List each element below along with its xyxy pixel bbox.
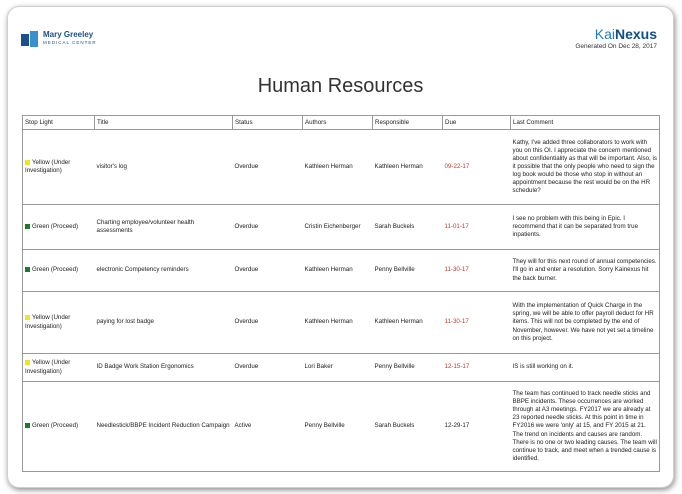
page-title: Human Resources <box>257 75 424 97</box>
generated-date: Generated On Dec 28, 2017 <box>575 43 657 50</box>
last-comment-cell <box>511 292 660 354</box>
stop-light-text: Yellow (Under Investigation) <box>25 359 71 375</box>
authors-cell <box>303 354 373 382</box>
due-text: 11-01-17 <box>444 222 469 230</box>
title-cell <box>95 250 233 292</box>
responsible-text: Sarah Buckels <box>374 222 415 230</box>
status-text: Overdue <box>234 162 259 170</box>
responsible-text: Penny Bellville <box>374 363 415 371</box>
column-header: Title <box>95 116 233 130</box>
responsible-text: Sarah Buckels <box>374 422 415 430</box>
table-row[interactable] <box>23 382 660 472</box>
title-cell <box>95 292 233 354</box>
due-text: 11-30-17 <box>444 266 469 274</box>
responsible-text: Penny Bellville <box>374 266 415 274</box>
status-cell <box>233 382 303 472</box>
stop-light-text: Green (Proceed) <box>32 422 79 430</box>
green-light-icon <box>25 224 30 229</box>
last-comment-text: IS is still working on it. <box>512 363 574 371</box>
responsible-cell <box>373 292 443 354</box>
status-cell <box>233 250 303 292</box>
last-comment-text: They will for this next round of annual competencies. I'll go in and enter a resolution. Sorry Kainexus hit the back burner. <box>512 258 657 282</box>
authors-text: Kathleen Herman <box>304 318 353 326</box>
authors-cell <box>303 382 373 472</box>
column-header: Responsible <box>373 116 443 130</box>
last-comment-text: Kathy, I've added three collaborators to work with you on this OI. I appreciate the concern mentioned about confidentiality as that will be important. Also, is it possible that the only people who need to sign the log book would be those who stop in without an appointment because the rest would be on the HR schedule? <box>512 138 657 195</box>
authors-text: Kathleen Herman <box>304 266 353 274</box>
last-comment-text: With the implementation of Quick Charge in the spring, we will be able to offer payroll deduct for HR items. This will not be completed by the end of November, however. We have not yet set a timeline on this project. <box>512 302 654 342</box>
due-cell <box>443 292 511 354</box>
due-text: 12-29-17 <box>444 422 470 430</box>
authors-text: Kathleen Herman <box>304 162 353 170</box>
stop-light-cell <box>23 250 95 292</box>
hospital-logo-icon <box>21 31 39 49</box>
yellow-light-icon <box>25 360 30 365</box>
responsible-text: Kathleen Herman <box>374 318 423 326</box>
status-cell <box>233 354 303 382</box>
table-row[interactable] <box>23 130 660 205</box>
title-cell <box>95 382 233 472</box>
stop-light-cell <box>23 382 95 472</box>
title-text: Needlestick/BBPE Incident Reduction Campaign <box>96 422 230 430</box>
status-text: Overdue <box>234 222 259 230</box>
table-row[interactable] <box>23 292 660 354</box>
table-header-row <box>23 116 660 130</box>
title-cell <box>95 205 233 250</box>
authors-cell <box>303 292 373 354</box>
stop-light-text: Yellow (Under Investigation) <box>25 314 71 330</box>
last-comment-cell <box>511 250 660 292</box>
yellow-light-icon <box>25 160 30 165</box>
logo-subtitle: MEDICAL CENTER <box>43 40 97 45</box>
yellow-light-icon <box>25 315 30 320</box>
table-row[interactable] <box>23 250 660 292</box>
title-text: ID Badge Work Station Ergonomics <box>96 363 194 371</box>
title-cell <box>95 354 233 382</box>
status-text: Overdue <box>234 318 259 326</box>
stop-light-text: Green (Proceed) <box>32 266 79 274</box>
title-text: visitor's log <box>96 162 127 170</box>
column-header: Last Comment <box>511 116 660 130</box>
improvements-table <box>22 115 660 472</box>
stop-light-text: Green (Proceed) <box>32 222 79 230</box>
due-text: 12-15-17 <box>444 363 470 371</box>
kainexus-logo: KaiNexus <box>594 26 657 42</box>
status-cell <box>233 292 303 354</box>
stop-light-cell <box>23 292 95 354</box>
column-header: Stop Light <box>23 116 95 130</box>
title-text: electronic Competency reminders <box>96 266 189 274</box>
stop-light-cell <box>23 130 95 205</box>
authors-cell <box>303 250 373 292</box>
column-header: Authors <box>303 116 373 130</box>
due-cell <box>443 382 511 472</box>
due-text: 09-22-17 <box>444 162 470 170</box>
authors-text: Cristin Eichenberger <box>304 222 361 230</box>
last-comment-cell <box>511 382 660 472</box>
responsible-cell <box>373 130 443 205</box>
status-text: Overdue <box>234 266 259 274</box>
status-text: Overdue <box>234 363 259 371</box>
due-cell <box>443 354 511 382</box>
table-row[interactable] <box>23 354 660 382</box>
green-light-icon <box>25 423 30 428</box>
table-row[interactable] <box>23 205 660 250</box>
due-text: 11-30-17 <box>444 318 469 326</box>
stop-light-cell <box>23 354 95 382</box>
last-comment-cell <box>511 354 660 382</box>
title-text: paying for lost badge <box>96 318 154 326</box>
column-header: Status <box>233 116 303 130</box>
responsible-cell <box>373 354 443 382</box>
responsible-text: Kathleen Herman <box>374 162 423 170</box>
status-cell <box>233 205 303 250</box>
mary-greeley-logo <box>21 31 97 49</box>
kainexus-brand <box>575 27 657 51</box>
status-text: Active <box>234 422 252 430</box>
responsible-cell <box>373 382 443 472</box>
authors-text: Penny Bellville <box>304 422 345 430</box>
authors-cell <box>303 130 373 205</box>
due-cell <box>443 250 511 292</box>
title-text: Charting employee/volunteer health assessments <box>96 218 195 234</box>
stop-light-text: Yellow (Under Investigation) <box>25 158 71 174</box>
logo-name: Mary Greeley <box>43 30 94 39</box>
report-page <box>7 6 674 488</box>
responsible-cell <box>373 205 443 250</box>
responsible-cell <box>373 250 443 292</box>
status-cell <box>233 130 303 205</box>
due-cell <box>443 205 511 250</box>
green-light-icon <box>25 267 30 272</box>
last-comment-cell <box>511 130 660 205</box>
title-cell <box>95 130 233 205</box>
last-comment-cell <box>511 205 660 250</box>
authors-text: Lori Baker <box>304 363 333 371</box>
due-cell <box>443 130 511 205</box>
last-comment-text: I see no problem with this being in Epic. I recommend that it can be separated from true inpatients. <box>512 214 639 239</box>
column-header: Due <box>443 116 511 130</box>
last-comment-text: The team has continued to track needle sticks and BBPE incidents. These occurrences are worked through at A3 meetings. FY2017 we are already at 23 reported needle sticks. At this point in time in FY2016 we were 'only' at 15, and FY 2015 at 21. The trend on incidents and causes are random. There is no one or two leading causes. The team will continue to track, and meet when a trended cause is identified. <box>512 390 657 462</box>
stop-light-cell <box>23 205 95 250</box>
authors-cell <box>303 205 373 250</box>
